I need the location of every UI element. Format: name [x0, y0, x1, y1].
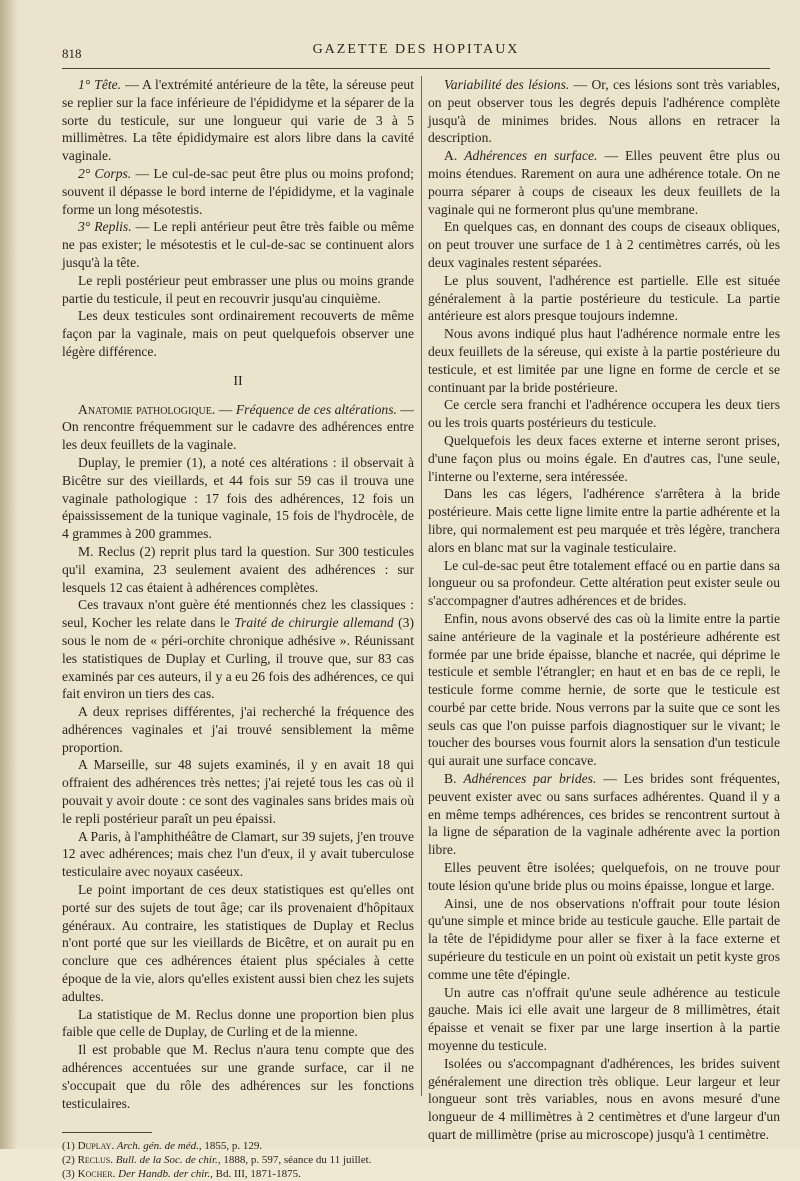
paragraph: 3° Replis. — Le repli antérieur peut être très faible ou même ne pas exister; le mésotestis et le cul-de-sac se continuent alors jusqu'à la tête. — [62, 219, 414, 270]
page-number: 818 — [62, 46, 82, 61]
paragraph: Quelquefois les deux faces externe et interne seront prises, d'une façon plus ou moins égale. En d'autres cas, l'une seule, l'interne ou l'externe, sera intéressée. — [428, 432, 780, 484]
paragraph: Un autre cas n'offrait qu'une seule adhérence au testicule gauche. Mais ici elle avait une largeur de 8 millimètres, était épaisse et venait se fixer par une large insertion à la partie moyenne du testicule. — [428, 984, 780, 1054]
paragraph: A Marseille, sur 48 sujets examinés, il y en avait 18 qui offraient des adhérences très nettes; j'ai rejeté tous les cas où il pouvait y avoir doute : ce sont des vaginales sans brides mais où le repli postérieur paraît un peu épaissi. — [62, 757, 414, 826]
paragraph: Il est probable que M. Reclus n'aura tenu compte que des adhérences accentuées sur une grande surface, car il ne s'occupait que du rôle des adhérences sur les fonctions testiculaires. — [62, 1042, 414, 1111]
paragraph: En quelques cas, en donnant des coups de ciseaux obliques, on peut trouver une surface de 1 à 2 centimètres carrés, où les deux vaginales restent séparées. — [428, 219, 780, 270]
paragraph: Ces travaux n'ont guère été mentionnés chez les classiques : seul, Kocher les relate dans le Traité de chirurgie allemand (3) sous le nom de « péri-orchite chronique adhésive ». Réunissant les statistiques de Duplay et Curling, il trouve que, sur 83 cas examinés par ces auteurs, il y a eu 26 fois des adhérences, ce qui fait environ un tiers des cas. — [62, 597, 415, 702]
section-heading: II — [233, 373, 243, 389]
paragraph: Enfin, nous avons observé des cas où la limite entre la partie saine antérieure de la vaginale et la postérieure adhérente est formée par une bride épaisse, blanche et nacrée, qui déprime le testicule et semble l'étrangler; en haut et en bas de ce repli, le testicule forme comme hernie, de sorte que le testicule est courbé par cette bride. Nous verrons par la suite que ce sont les seuls cas que l'on puisse parfois diagnostiquer sur le vivant; le toucher des bourses vous fournit alors la sensation d'un testicule qui aurait une surface concave. — [428, 610, 780, 769]
paragraph-label: 3° Replis. — [78, 219, 132, 235]
right-column — [428, 76, 780, 1144]
journal-title: GAZETTE DES HOPITAUX — [312, 42, 520, 57]
footnote: (2) Reclus. Bull. de la Soc. de chir., 1888, p. 597, séance du 11 juillet. — [62, 1154, 372, 1167]
footnote: (3) Kocher. Der Handb. der chir., Bd. III, 1871-1875. — [62, 1168, 301, 1181]
paragraph-title: Adhérences en surface. — [464, 148, 598, 164]
paragraph: Nous avons indiqué plus haut l'adhérence normale entre les deux feuillets de la séreuse, qui existe à la partie postérieure du testicule, et est limitée par une ligne en forme de cercle et se continuant par la bride postérieure. — [428, 326, 780, 395]
paragraph: Le point important de ces deux statistiques est qu'elles ont porté sur des sujets de tout âge; car ils provenaient d'hôpitaux généraux. Au contraire, les statistiques de Duplay et Reclus n'ont porté que sur les vieillards de Bicêtre, et on aurait pu en conclure que ces adhérences étaient plus spéciales à cette époque de la vie, alors qu'elles existent aussi bien chez les sujets adultes. — [62, 882, 414, 1004]
paragraph-label: 1° Tête. — [78, 77, 122, 92]
paragraph: A. Adhérences en surface. — Elles peuvent être plus ou moins étendues. Rarement on aura une adhérence totale. On ne pourra séparer à coups de ciseaux les deux feuillets de la vaginale qui ne formeront plus qu'une membrane. — [428, 148, 781, 217]
paragraph-label: 2° Corps. — [78, 165, 132, 181]
book-title: Traité de chirurgie allemand — [234, 615, 394, 631]
paragraph: Le cul-de-sac peut être totalement effacé ou en partie dans sa longueur ou sa profondeur. Cette altération peut exister seule ou s'accompagner d'autres adhérences et de brides. — [428, 557, 780, 609]
paragraph: A Paris, à l'amphithéâtre de Clamart, sur 39 sujets, j'en trouve 12 avec adhérences; mais chez l'un d'eux, il y avait tuberculose testiculaire avec noyaux caséeux. — [62, 828, 414, 880]
left-column — [62, 76, 414, 1181]
paragraph: B. Adhérences par brides. — Les brides sont fréquentes, peuvent exister avec ou sans surfaces adhérentes. Quand il y a en même temps adhérences, ces brides se rencontrent surtout à la ligne de séparation de la vaginale adhérente avec la portion libre. — [428, 771, 780, 858]
paragraph: Dans les cas légers, l'adhérence s'arrêtera à la bride postérieure. Mais cette ligne limite entre la partie adhérente et la libre, qui normalement est peu marquée et très légère, tranchera alors en blanc mat sur la vaginale testiculaire. — [428, 486, 780, 555]
paragraph: Anatomie pathologique. — Fréquence de ces altérations. — On rencontre fréquemment sur le cadavre des adhérences entre les deux feuillets de la vaginale. — [62, 401, 415, 453]
paragraph: Le plus souvent, l'adhérence est partielle. Elle est située généralement à la partie postérieure du testicule. La partie antérieure est alors presque toujours indemne. — [428, 272, 780, 324]
paragraph: A deux reprises différentes, j'ai recherché la fréquence des adhérences vaginales et j'ai trouvé sensiblement la même proportion. — [62, 704, 414, 755]
page-header — [62, 42, 770, 64]
header-rule — [62, 68, 770, 69]
footnote-rule — [62, 1132, 152, 1133]
paragraph: Duplay, le premier (1), a noté ces altérations : il observait à Bicêtre sur des vieillards, et 44 fois sur 59 cas il trouva une vaginale pathologique : 17 fois des adhérences, 12 fois un épaississement de la tunique vaginale, 15 fois de l'hydrocèle, de 4 grammes à 200 grammes. — [62, 454, 414, 542]
paragraph: La statistique de M. Reclus donne une proportion bien plus faible que celle de Duplay, de Curling et de la mienne. — [62, 1006, 414, 1040]
section-subtitle: Fréquence de ces altérations. — [235, 401, 397, 417]
paragraph-title: Variabilité des lésions. — [444, 77, 570, 92]
page-binding-edge — [0, 0, 18, 1149]
paragraph: Ainsi, une de nos observations n'offrait pour toute lésion qu'une simple et mince bride au testicule gauche. Elle partait de la tête de l'épididyme pour aller se fixer à la face externe et supérieure du testicule en un point où existait un petit kyste gros comme une tête d'épingle. — [428, 895, 780, 982]
paragraph: Ce cercle sera franchi et l'adhérence occupera les deux tiers ou les trois quarts postérieurs du testicule. — [428, 397, 780, 431]
paragraph: Les deux testicules sont ordinairement recouverts de même façon par la vaginale, mais on peut quelquefois observer une légère différence. — [62, 308, 414, 359]
paragraph: Elles peuvent être isolées; quelquefois, on ne trouve pour toute lésion qu'une bride plus ou moins épaisse, longue et large. — [428, 860, 780, 893]
paragraph: M. Reclus (2) reprit plus tard la question. Sur 300 testicules qu'il examina, 23 seulement avaient des adhérences : sur lesquels 12 cas étaient à adhérences complètes. — [62, 543, 414, 595]
column-divider — [421, 76, 422, 1096]
paragraph: Le repli postérieur peut embrasser une plus ou moins grande partie du testicule, il peut en recouvrir jusqu'au cinquième. — [62, 272, 414, 306]
paragraph: Variabilité des lésions. — Or, ces lésions sont très variables, on peut observer tous les degrés depuis l'adhérence complète jusqu'à de minimes brides. Nous allons en retracer la description. — [428, 77, 780, 146]
section-label: Anatomie pathologique. — [78, 401, 216, 417]
paragraph: 2° Corps. — Le cul-de-sac peut être plus ou moins profond; souvent il dépasse le bord interne de l'épididyme, et la vaginale forme un long mésotestis. — [62, 165, 414, 217]
footnote: (1) Duplay. Arch. gén. de méd., 1855, p. 129. — [62, 1140, 263, 1153]
paragraph-title: Adhérences par brides. — [463, 771, 597, 787]
paragraph: 1° Tête. — A l'extrémité antérieure de la tête, la séreuse peut se replier sur la face inférieure de l'épididyme et la séparer de la sorte du testicule, sur une longueur qui varie de 3 à 5 millimètres. La tête épididymaire est alors libre dans la cavité vaginale. — [62, 77, 414, 164]
paragraph: Isolées ou s'accompagnant d'adhérences, les brides suivent généralement une direction très oblique. Leur largeur et leur longueur sont très variables, nous en avons mesuré d'une longueur de 4 millimètres à 2 centimètres et d'une largeur d'un quart de millimètre (prise au microscope) jusqu'à 1 centimètre. — [428, 1055, 780, 1143]
